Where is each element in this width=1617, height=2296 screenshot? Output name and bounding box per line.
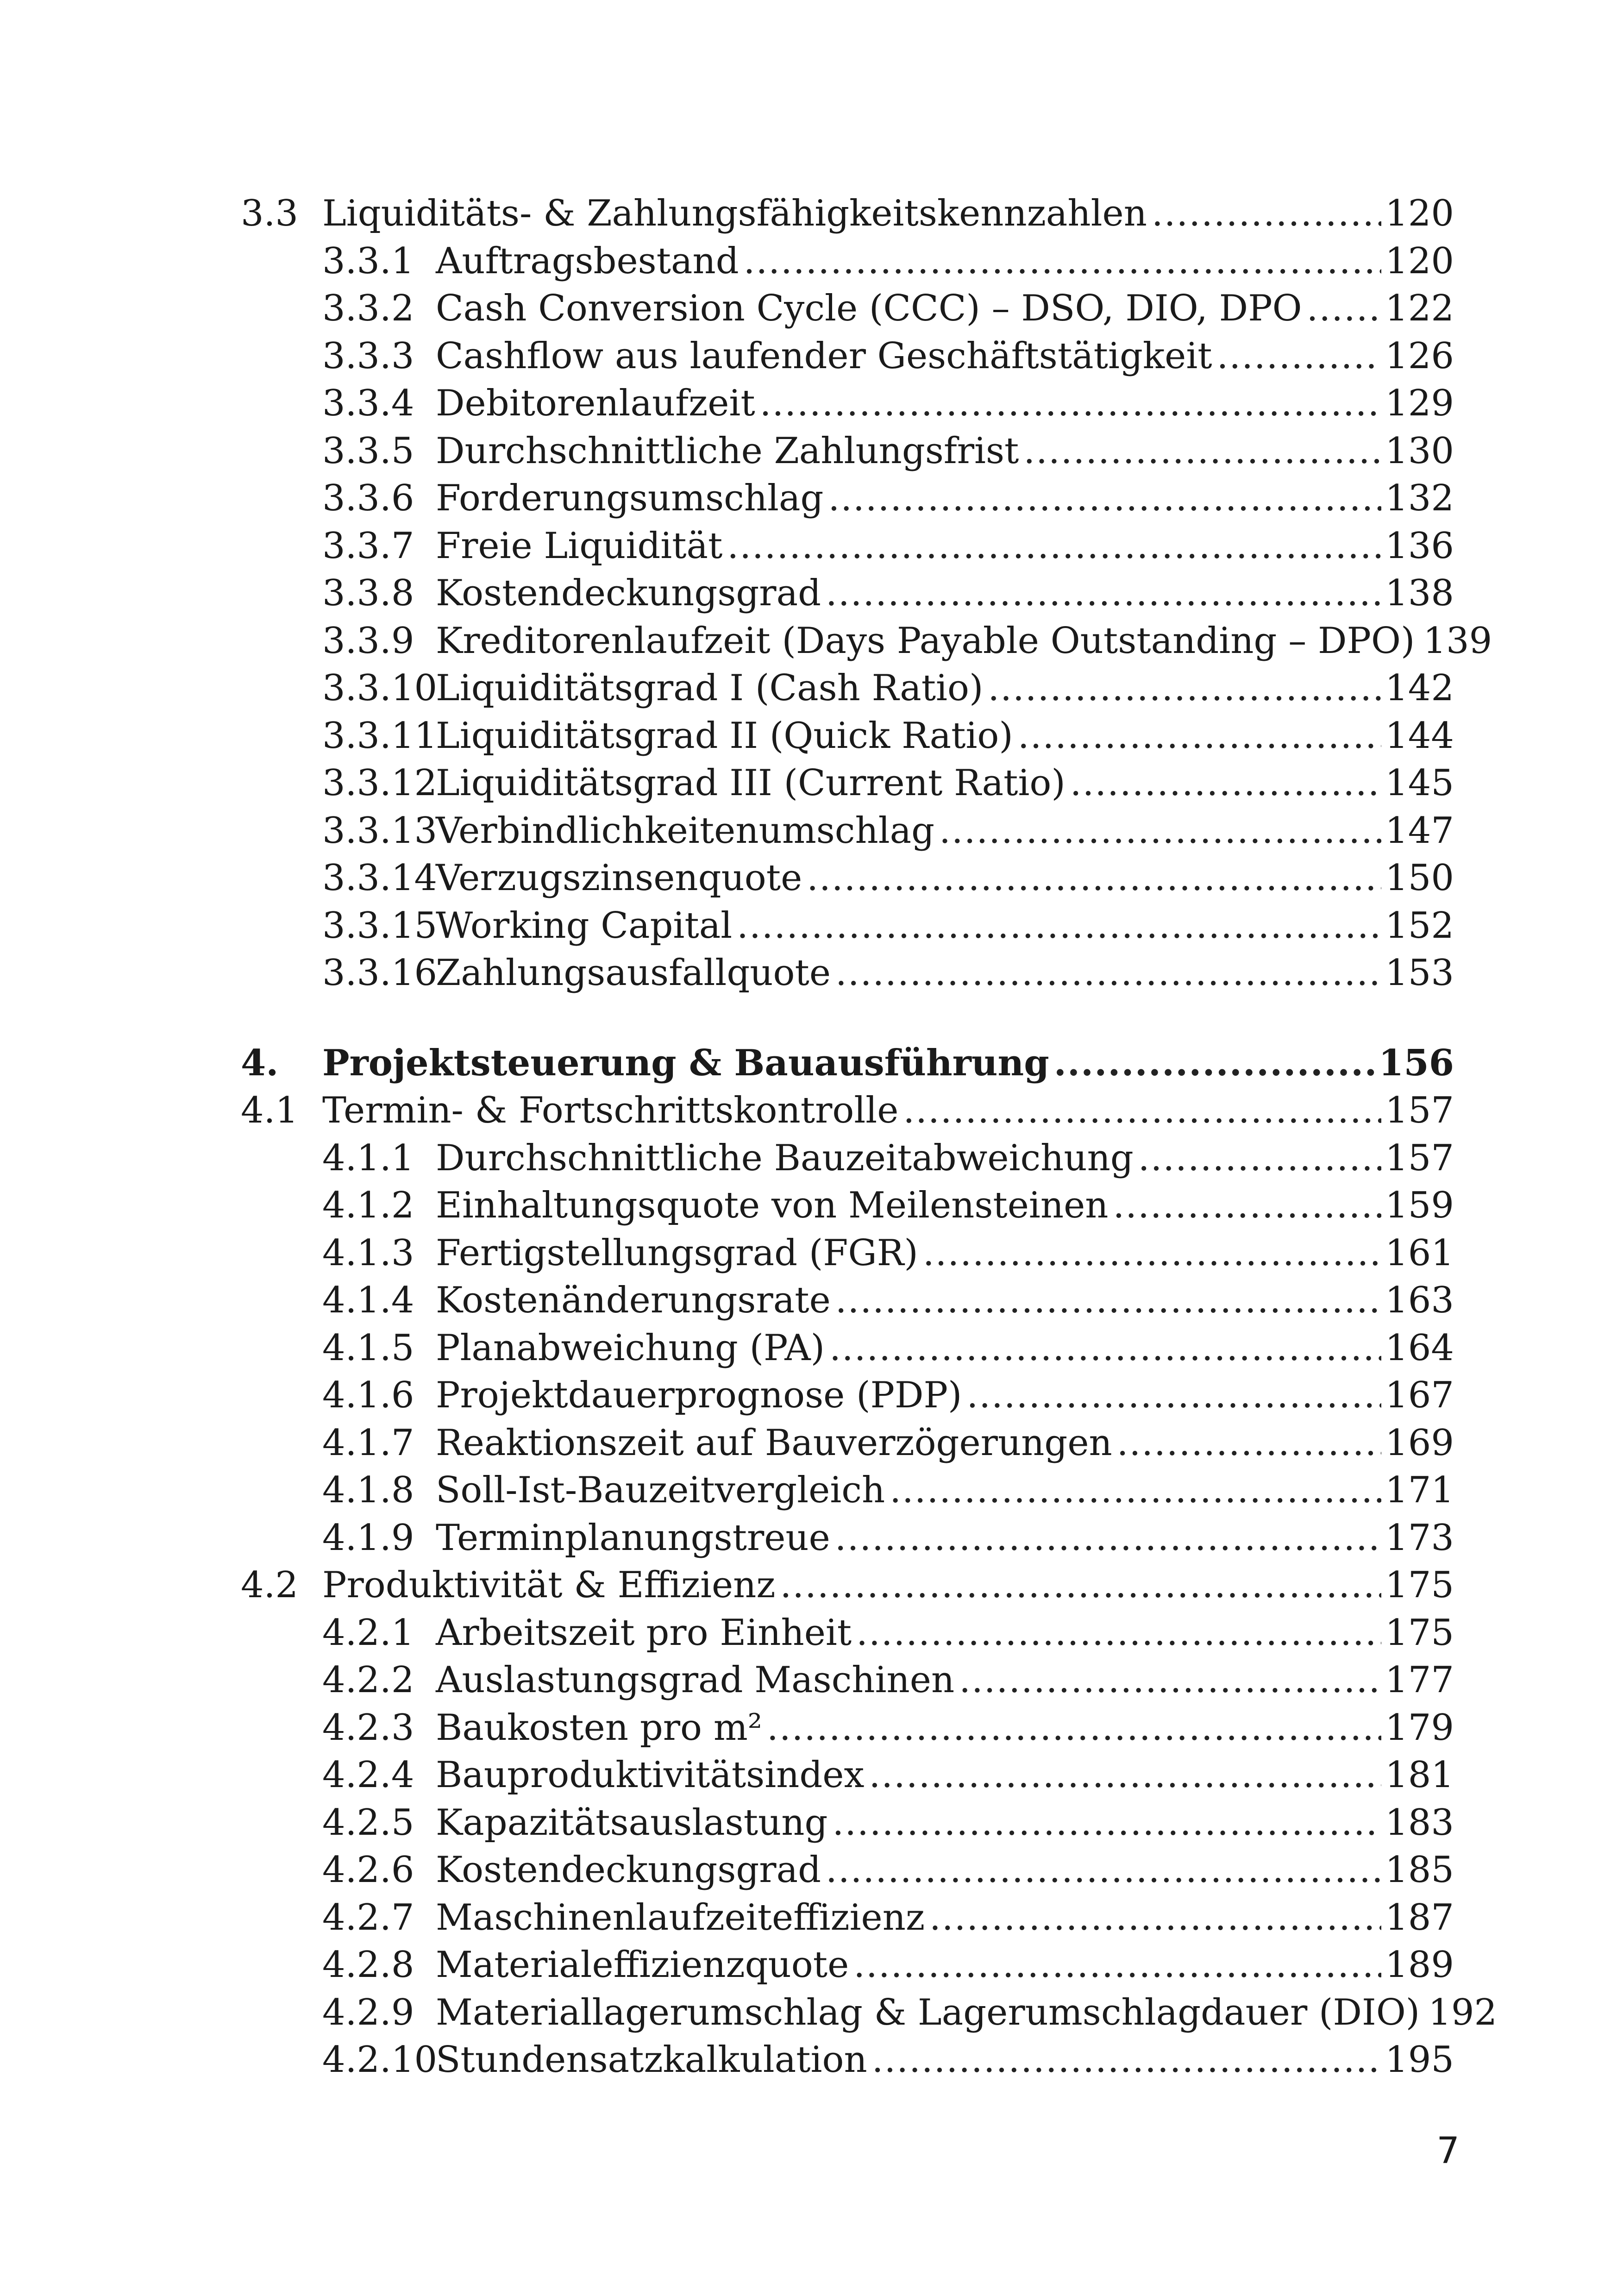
toc-dot-leader — [1113, 1182, 1381, 1230]
toc-entry-title: Termin- & Fortschrittskontrolle — [322, 1090, 899, 1131]
toc-dot-leader — [760, 380, 1381, 427]
toc-dot-leader — [1307, 285, 1381, 332]
toc-entry-number: 3.3.1 — [322, 240, 414, 282]
toc-entry-title: Arbeitszeit pro Einheit — [436, 1612, 852, 1654]
toc-entry-number: 4.1.5 — [322, 1327, 414, 1369]
toc-entry-number: 3.3 — [241, 193, 299, 234]
toc-subsection-entry — [241, 285, 1454, 332]
toc-subsection-entry — [241, 522, 1454, 570]
toc-dot-leader — [835, 1514, 1381, 1562]
toc-section-entry — [241, 190, 1454, 238]
toc-dot-leader — [832, 1799, 1381, 1847]
toc-dot-leader — [767, 1704, 1381, 1752]
toc-subsection-entry — [241, 1372, 1454, 1419]
toc-entry-page: 120 — [1385, 193, 1454, 234]
toc-entry-title: Produktivität & Effizienz — [322, 1564, 776, 1606]
table-of-contents — [241, 190, 1498, 2084]
toc-dot-leader — [869, 1751, 1381, 1799]
toc-entry-page: 183 — [1385, 1801, 1454, 1844]
toc-entry-title: Liquiditätsgrad II (Quick Ratio) — [436, 715, 1013, 757]
toc-subsection-entry — [241, 854, 1454, 902]
toc-entry-number: 3.3.7 — [322, 525, 414, 567]
toc-entry-page: 130 — [1385, 430, 1454, 472]
toc-entry-title: Verzugszinsenquote — [436, 857, 802, 899]
toc-entry-page: 167 — [1385, 1374, 1454, 1416]
toc-entry-number: 3.3.16 — [322, 952, 438, 994]
toc-subsection-entry — [241, 1135, 1454, 1182]
toc-subsection-entry — [241, 1467, 1454, 1514]
toc-entry-number: 3.3.8 — [322, 572, 414, 614]
toc-subsection-entry — [241, 1799, 1454, 1847]
toc-entry-number: 3.3.5 — [322, 430, 414, 472]
toc-entry-page: 139 — [1423, 620, 1492, 662]
toc-entry-title: Cash Conversion Cycle (CCC) – DSO, DIO, DPO — [436, 288, 1302, 329]
toc-entry-number: 4.1.2 — [322, 1185, 414, 1226]
toc-entry-number: 4.1.9 — [322, 1517, 414, 1559]
toc-entry-page: 129 — [1385, 383, 1454, 424]
toc-entry-page: 126 — [1385, 335, 1454, 377]
toc-subsection-entry — [241, 570, 1454, 617]
toc-entry-title: Durchschnittliche Bauzeitabweichung — [436, 1137, 1134, 1179]
toc-entry-page: 122 — [1385, 288, 1454, 329]
toc-entry-title: Kapazitätsauslastung — [436, 1801, 828, 1844]
toc-dot-leader — [959, 1656, 1381, 1704]
toc-entry-number: 3.3.10 — [322, 667, 438, 709]
toc-entry-page: 169 — [1385, 1422, 1454, 1464]
toc-dot-leader — [1054, 1040, 1375, 1087]
toc-subsection-entry — [241, 238, 1454, 285]
toc-entry-page: 161 — [1385, 1232, 1454, 1274]
toc-entry-page: 163 — [1385, 1280, 1454, 1321]
toc-entry-number: 3.3.15 — [322, 904, 438, 947]
toc-dot-leader — [1018, 712, 1381, 760]
toc-entry-title: Bauproduktivitätsindex — [436, 1754, 865, 1796]
toc-entry-number: 3.3.14 — [322, 857, 438, 899]
toc-subsection-entry — [241, 1277, 1454, 1324]
toc-entry-page: 175 — [1385, 1564, 1454, 1606]
toc-entry-number: 3.3.2 — [322, 288, 414, 329]
toc-subsection-entry — [241, 427, 1454, 475]
toc-subsection-entry — [241, 759, 1454, 807]
toc-dot-leader — [966, 1372, 1381, 1419]
toc-entry-page: 177 — [1385, 1659, 1454, 1701]
toc-subsection-entry — [241, 617, 1492, 665]
toc-entry-title: Auslastungsgrad Maschinen — [436, 1659, 955, 1701]
toc-entry-number: 3.3.11 — [322, 715, 438, 757]
toc-entry-title: Kostenänderungsrate — [436, 1280, 831, 1321]
toc-section-entry — [241, 1562, 1454, 1609]
toc-dot-leader — [929, 1894, 1381, 1942]
toc-entry-page: 132 — [1385, 477, 1454, 519]
toc-entry-page: 173 — [1385, 1517, 1454, 1559]
toc-dot-leader — [853, 1941, 1381, 1989]
toc-entry-number: 4.2.1 — [322, 1612, 414, 1654]
toc-dot-leader — [1070, 759, 1381, 807]
toc-entry-title: Projektsteuerung & Bauausführung — [322, 1041, 1049, 1084]
toc-entry-number: 4.2.9 — [322, 1991, 414, 2033]
toc-subsection-entry — [241, 807, 1454, 855]
toc-entry-title: Baukosten pro m² — [436, 1706, 763, 1749]
toc-subsection-entry — [241, 1846, 1454, 1894]
toc-dot-leader — [727, 522, 1381, 570]
toc-subsection-entry — [241, 1230, 1454, 1277]
toc-entry-number: 4.2.7 — [322, 1896, 414, 1938]
toc-section-entry — [241, 1087, 1454, 1135]
toc-entry-page: 156 — [1379, 1041, 1454, 1084]
toc-entry-title: Liquiditäts- & Zahlungsfähigkeitskennzahlen — [322, 193, 1147, 234]
toc-subsection-entry — [241, 902, 1454, 950]
toc-entry-title: Debitorenlaufzeit — [436, 383, 755, 424]
toc-entry-title: Forderungsumschlag — [436, 477, 824, 519]
toc-subsection-entry — [241, 1704, 1454, 1752]
toc-entry-page: 179 — [1385, 1706, 1454, 1749]
toc-subsection-entry — [241, 1609, 1454, 1657]
toc-dot-leader — [737, 902, 1381, 950]
toc-subsection-entry — [241, 475, 1454, 522]
toc-dot-leader — [988, 665, 1381, 712]
toc-entry-title: Freie Liquidität — [436, 525, 723, 567]
toc-entry-title: Auftragsbestand — [436, 240, 739, 282]
toc-entry-number: 4.1.4 — [322, 1280, 414, 1321]
toc-entry-page: 150 — [1385, 857, 1454, 899]
toc-entry-number: 3.3.6 — [322, 477, 414, 519]
toc-dot-leader — [835, 949, 1381, 997]
toc-dot-leader — [1117, 1419, 1381, 1467]
toc-dot-leader — [923, 1230, 1381, 1277]
toc-entry-number: 4.2.2 — [322, 1659, 414, 1701]
toc-entry-number: 4.1 — [241, 1090, 299, 1131]
toc-entry-page: 195 — [1385, 2039, 1454, 2081]
toc-dot-leader — [1023, 427, 1381, 475]
toc-entry-title: Zahlungsausfallquote — [436, 952, 831, 994]
toc-subsection-entry — [241, 1989, 1498, 2037]
toc-dot-leader — [835, 1277, 1381, 1324]
toc-subsection-entry — [241, 1941, 1454, 1989]
toc-entry-page: 147 — [1385, 809, 1454, 852]
toc-entry-page: 145 — [1385, 762, 1454, 804]
toc-entry-number: 4.1.3 — [322, 1232, 414, 1274]
toc-subsection-entry — [241, 1656, 1454, 1704]
toc-entry-title: Terminplanungstreue — [436, 1517, 830, 1559]
toc-entry-title: Verbindlichkeitenumschlag — [436, 809, 935, 852]
toc-entry-number: 3.3.9 — [322, 620, 414, 662]
toc-entry-page: 189 — [1385, 1944, 1454, 1986]
toc-dot-leader — [1138, 1135, 1381, 1182]
toc-entry-page: 153 — [1385, 952, 1454, 994]
toc-entry-title: Materiallagerumschlag & Lagerumschlagdauer (DIO) — [436, 1991, 1420, 2033]
toc-entry-page: 164 — [1385, 1327, 1454, 1369]
toc-entry-page: 152 — [1385, 904, 1454, 947]
toc-entry-page: 185 — [1385, 1849, 1454, 1891]
toc-entry-page: 187 — [1385, 1896, 1454, 1938]
toc-entry-number: 4.1.1 — [322, 1137, 414, 1179]
toc-entry-number: 4.1.7 — [322, 1422, 414, 1464]
toc-subsection-entry — [241, 1182, 1454, 1230]
toc-subsection-entry — [241, 1514, 1454, 1562]
toc-subsection-entry — [241, 1419, 1454, 1467]
toc-entry-title: Einhaltungsquote von Meilensteinen — [436, 1185, 1109, 1226]
toc-entry-page: 159 — [1385, 1185, 1454, 1226]
toc-entry-page: 142 — [1385, 667, 1454, 709]
toc-dot-leader — [1217, 332, 1381, 380]
toc-entry-number: 4.2.8 — [322, 1944, 414, 1986]
toc-dot-leader — [872, 2036, 1381, 2084]
toc-subsection-entry — [241, 1751, 1454, 1799]
toc-entry-title: Maschinenlaufzeiteffizienz — [436, 1896, 925, 1938]
toc-entry-page: 157 — [1385, 1137, 1454, 1179]
toc-dot-leader — [828, 475, 1381, 522]
toc-entry-number: 4.2.6 — [322, 1849, 414, 1891]
toc-entry-number: 4.2.4 — [322, 1754, 414, 1796]
toc-entry-number: 4.2 — [241, 1564, 299, 1606]
toc-entry-page: 120 — [1385, 240, 1454, 282]
toc-entry-title: Cashflow aus laufender Geschäftstätigkeit — [436, 335, 1212, 377]
toc-entry-page: 157 — [1385, 1090, 1454, 1131]
toc-dot-leader — [826, 1846, 1381, 1894]
toc-entry-page: 171 — [1385, 1469, 1454, 1511]
toc-entry-number: 4.1.6 — [322, 1374, 414, 1416]
toc-entry-title: Reaktionszeit auf Bauverzögerungen — [436, 1422, 1112, 1464]
toc-entry-number: 4.2.10 — [322, 2039, 438, 2081]
toc-subsection-entry — [241, 665, 1454, 712]
toc-subsection-entry — [241, 1894, 1454, 1942]
toc-entry-number: 4.2.5 — [322, 1801, 414, 1844]
toc-entry-number: 3.3.13 — [322, 809, 438, 852]
toc-subsection-entry — [241, 949, 1454, 997]
page-number: 7 — [1436, 2130, 1460, 2172]
toc-entry-number: 4.1.8 — [322, 1469, 414, 1511]
toc-subsection-entry — [241, 332, 1454, 380]
toc-subsection-entry — [241, 380, 1454, 427]
toc-entry-page: 192 — [1428, 1991, 1498, 2033]
toc-entry-page: 138 — [1385, 572, 1454, 614]
toc-dot-leader — [807, 854, 1381, 902]
toc-entry-title: Kreditorenlaufzeit (Days Payable Outstanding – DPO) — [436, 620, 1415, 662]
toc-entry-number: 3.3.12 — [322, 762, 438, 804]
toc-dot-leader — [890, 1467, 1381, 1514]
toc-entry-page: 175 — [1385, 1612, 1454, 1654]
toc-dot-leader — [1152, 190, 1381, 238]
toc-entry-number: 3.3.4 — [322, 383, 414, 424]
toc-dot-leader — [903, 1087, 1381, 1135]
toc-chapter-entry — [241, 1040, 1454, 1087]
toc-entry-title: Materialeffizienzquote — [436, 1944, 849, 1986]
toc-subsection-entry — [241, 712, 1454, 760]
toc-entry-title: Liquiditätsgrad III (Current Ratio) — [436, 762, 1065, 804]
toc-entry-number: 4. — [241, 1041, 279, 1084]
toc-entry-title: Projektdauerprognose (PDP) — [436, 1374, 962, 1416]
toc-entry-title: Stundensatzkalkulation — [436, 2039, 867, 2081]
toc-entry-title: Liquiditätsgrad I (Cash Ratio) — [436, 667, 984, 709]
toc-entry-title: Soll-Ist-Bauzeitvergleich — [436, 1469, 885, 1511]
toc-entry-title: Fertigstellungsgrad (FGR) — [436, 1232, 918, 1274]
toc-dot-leader — [939, 807, 1381, 855]
toc-entry-page: 136 — [1385, 525, 1454, 567]
toc-dot-leader — [856, 1609, 1381, 1657]
toc-entry-title: Kostendeckungsgrad — [436, 1849, 821, 1891]
toc-dot-leader — [780, 1562, 1382, 1609]
toc-dot-leader — [829, 1324, 1381, 1372]
toc-dot-leader — [744, 238, 1381, 285]
toc-dot-leader — [826, 570, 1381, 617]
toc-entry-title: Kostendeckungsgrad — [436, 572, 821, 614]
toc-entry-number: 4.2.3 — [322, 1706, 414, 1749]
toc-entry-title: Durchschnittliche Zahlungsfrist — [436, 430, 1019, 472]
toc-entry-page: 181 — [1385, 1754, 1454, 1796]
toc-subsection-entry — [241, 1324, 1454, 1372]
toc-entry-title: Planabweichung (PA) — [436, 1327, 825, 1369]
toc-entry-page: 144 — [1385, 715, 1454, 757]
toc-subsection-entry — [241, 2036, 1454, 2084]
toc-entry-number: 3.3.3 — [322, 335, 414, 377]
toc-entry-title: Working Capital — [436, 904, 733, 947]
